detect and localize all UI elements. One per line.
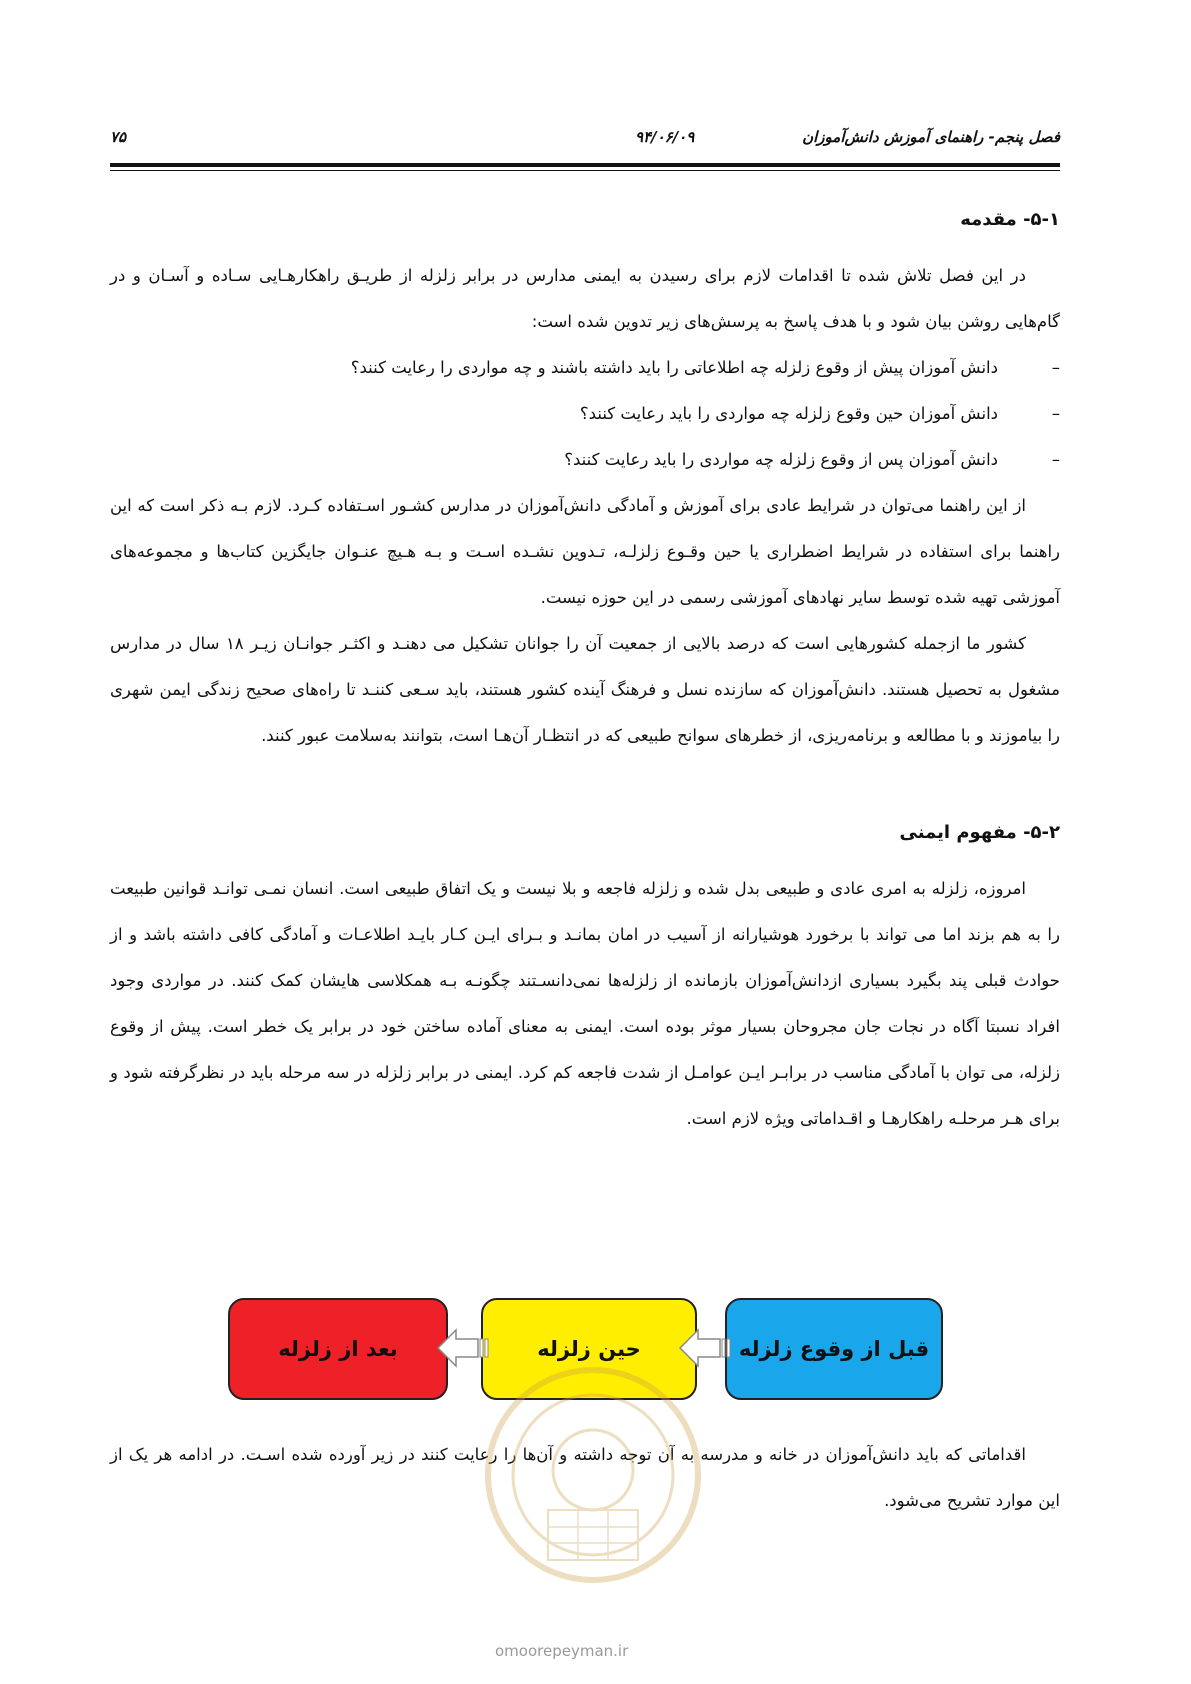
header-rule-thin [110, 170, 1060, 171]
header-date: ۹۴/۰۶/۰۹ [635, 128, 695, 146]
paragraph: از این راهنما می‌توان در شرایط عادی برای آموزش و آمادگی دانش‌آموزان در مدارس کشـور اسـتفاده کـرد. لازم بـه ذکر است که این راهنما برای استفاده در شرایط اضطراری یا حین وقـوع زلزلـه، تـدوین نشـده اسـت و بـه هـیچ عنـوان جایگزین کتاب‌ها و مجموعه‌های آموزشی تهیه شده توسط سایر نهادهای آموزشی رسمی در این حوزه نیست. [110, 496, 1060, 607]
stage-after-box [228, 1298, 448, 1400]
section-safety-concept [110, 818, 1060, 1142]
page-number: ۷۵ [110, 128, 127, 146]
section-heading-introduction: ۵-۱- مقدمه [960, 209, 1060, 230]
header-rule-thick [110, 163, 1060, 167]
list-item: – دانش آموزان پس از وقوع زلزله چه مواردی را باید رعایت کنند؟ [110, 437, 1060, 483]
paragraph: در این فصل تلاش شده تا اقدامات لازم برای رسیدن به ایمنی مدارس در برابر زلزله از طریـق راهکارهـایی سـاده و آسـان و در گام‌هایی روشن بیان شود و با هدف پاسخ به پرسش‌های زیر تدوین شده است: [110, 266, 1060, 331]
dash-bullet-icon: – [1051, 358, 1060, 377]
question-list [110, 345, 1060, 483]
watermark-site: omoorepeyman.ir [495, 1642, 629, 1660]
paragraph: امروزه، زلزله به امری عادی و طبیعی بدل شده و زلزله فاجعه و بلا نیست و یک اتفاق طبیعی است. انسان نمـی توانـد قوانین طبیعت را به هم بزند اما می تواند با برخورد هوشیارانه از آسیب در امان بمانـد و بـرای ایـن کـار بایـد اطلاعـات و آمادگی کافی داشته باشد و از حوادث قبلی پند بگیرد بسیاری ازدانش‌آموزان بازمانده از زلزله‌ها نمی‌دانسـتند چگونـه بـه همکلاسی هایشان کمک کنند. در مواردی وجود افراد نسبتا آگاه در نجات جان مجروحان بسیار موثر بوده است. ایمنی به معنای آماده ساختن خود در برابر یک خطر است. پیش از وقوع زلزله، می توان با آمادگی مناسب در برابـر ایـن عوامـل از شدت فاجعه کم کرد. ایمنی در برابر زلزله در سه مرحله باید در نظرگرفته شود و برای هـر مرحلـه راهکارهـا و اقـداماتی ویژه لازم است. [110, 879, 1060, 1128]
seal-watermark-icon [478, 1360, 708, 1590]
section-heading-safety: ۵-۲- مفهوم ایمنی [899, 822, 1060, 843]
stage-after-label: بعد از زلزله [278, 1337, 398, 1361]
section-introduction [110, 205, 1060, 759]
paragraph: کشور ما ازجمله کشورهایی است که درصد بالایی از جمعیت آن را جوانان تشکیل می دهنـد و اکثـر جوانـان زیـر ۱۸ سال در مدارس مشغول به تحصیل هستند. دانش‌آموزان که سازنده نسل و فرهنگ آینده کشور هستند، باید سـعی کننـد تا راه‌های صحیح زندگی ایمن شهری را بیاموزند و با مطالعه و برنامه‌ریزی، از خطرهای سوانح طبیعی که در انتظـار آن‌هـا است، بتوانند به‌سلامت عبور کنند. [110, 634, 1060, 745]
stage-before-label: قبل از وقوع زلزله [738, 1337, 930, 1361]
stage-during-label: حین زلزله [537, 1337, 641, 1361]
list-item: – دانش آموزان پیش از وقوع زلزله چه اطلاعاتی را باید داشته باشند و چه مواردی را رعایت کنند؟ [110, 345, 1060, 391]
list-item: – دانش آموزان حین وقوع زلزله چه مواردی را باید رعایت کنند؟ [110, 391, 1060, 437]
dash-bullet-icon: – [1051, 450, 1060, 469]
page-header [110, 128, 1060, 154]
dash-bullet-icon: – [1051, 404, 1060, 423]
paragraph: اقداماتی که باید دانش‌آموزان در خانه و مدرسه به آن توجه داشته و آن‌ها را رعایت کنند در زیر آورده شده اسـت. در ادامه هر یک از این موارد تشریح می‌شود. [110, 1445, 1060, 1510]
stage-before-box [725, 1298, 943, 1400]
chapter-title: فصل پنجم- راهنمای آموزش دانش‌آموزان [802, 128, 1060, 146]
